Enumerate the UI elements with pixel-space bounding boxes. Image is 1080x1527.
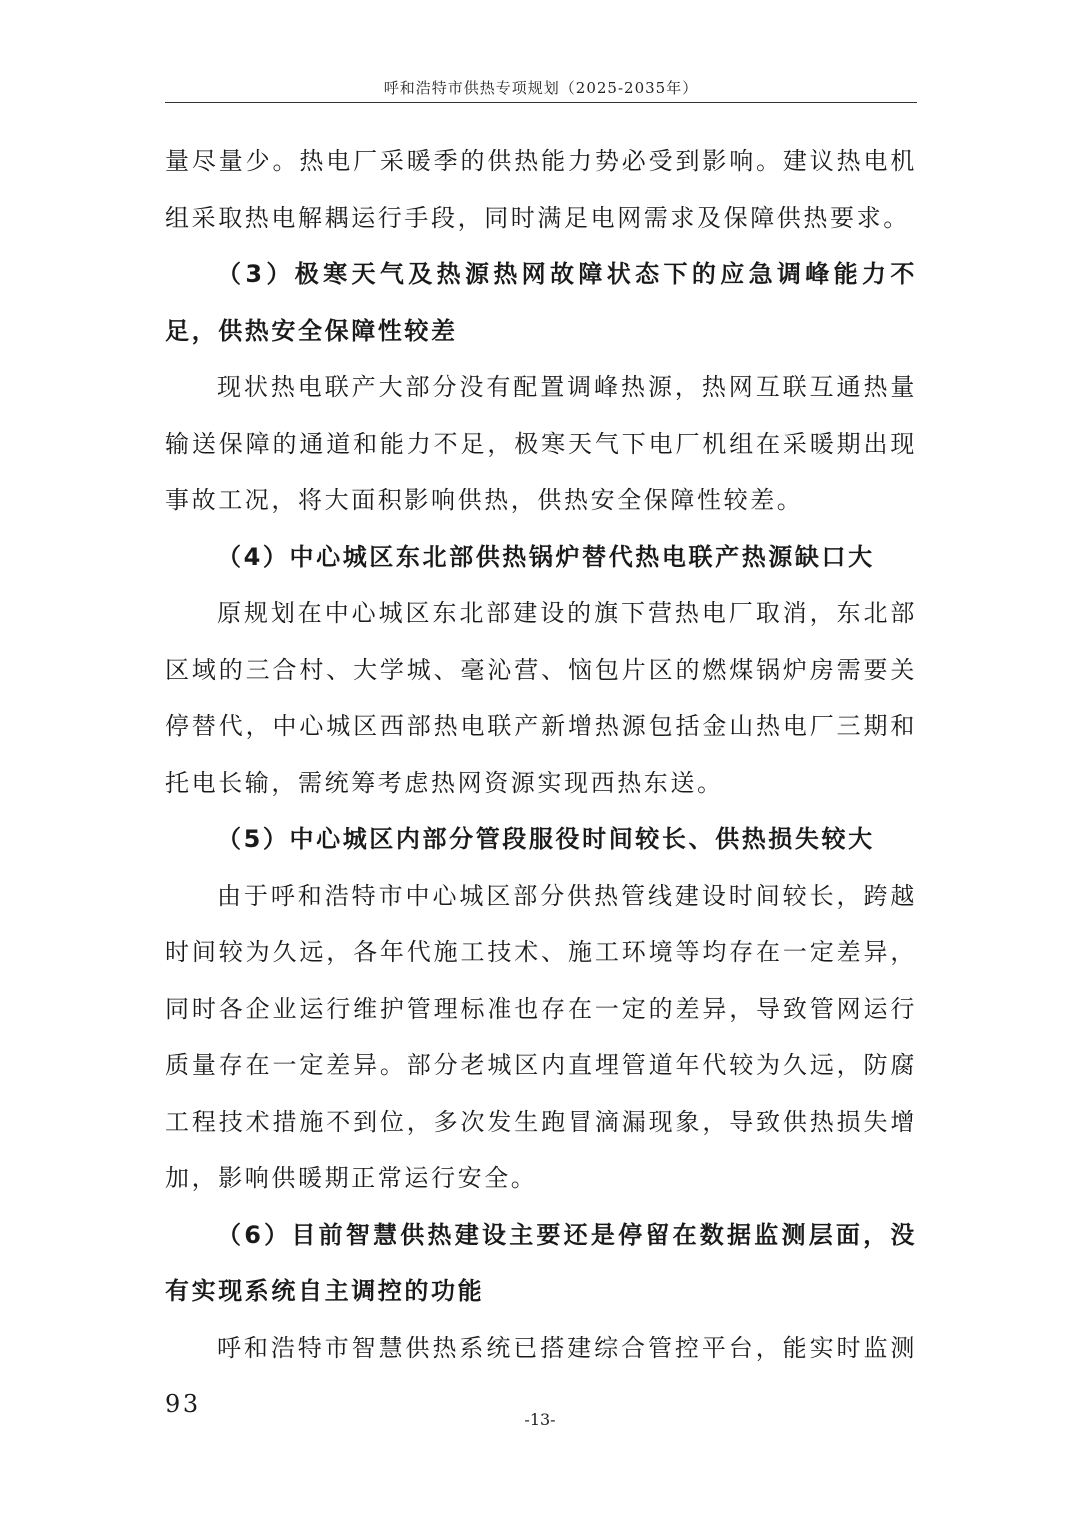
page-number: -13- (524, 1410, 556, 1429)
header-rule (165, 102, 917, 103)
paragraph-3: 现状热电联产大部分没有配置调峰热源，热网互联互通热量输送保障的通道和能力不足，极寒天气下电厂机组在采暖期出现事故工况，将大面积影响供热，供热安全保障性较差。 (165, 373, 917, 514)
section-heading-6: （6）目前智慧供热建设主要还是停留在数据监测层面，没有实现系统自主调控的功能 (165, 1220, 917, 1305)
page-header: 呼和浩特市供热专项规划（2025-2035年） (383, 79, 699, 97)
paragraph-6: 呼和浩特市智慧供热系统已搭建综合管控平台，能实时监测93 (165, 1333, 917, 1418)
paragraph-4: 原规划在中心城区东北部建设的旗下营热电厂取消，东北部区域的三合村、大学城、毫沁营、恼包片区的燃煤锅炉房需要关停替代，中心城区西部热电联产新增热源包括金山热电厂三期和托电长输，需统筹考虑热网资源实现西热东送。 (165, 599, 917, 797)
section-heading-4: （4）中心城区东北部供热锅炉替代热电联产热源缺口大 (217, 542, 875, 571)
document-body (165, 133, 917, 1433)
paragraph-continued: 量尽量少。热电厂采暖季的供热能力势必受到影响。建议热电机组采取热电解耦运行手段，同时满足电网需求及保障供热要求。 (165, 147, 917, 232)
section-heading-5: （5）中心城区内部分管段服役时间较长、供热损失较大 (217, 825, 875, 853)
paragraph-5: 由于呼和浩特市中心城区部分供热管线建设时间较长，跨越时间较为久远，各年代施工技术、施工环境等均存在一定差异，同时各企业运行维护管理标准也存在一定的差异，导致管网运行质量存在一定差异。部分老城区内直埋管道年代较为久远，防腐工程技术措施不到位，多次发生跑冒滴漏现象，导致供热损失增加，影响供暖期正常运行安全。 (165, 881, 917, 1192)
section-heading-3: （3）极寒天气及热源热网故障状态下的应急调峰能力不足，供热安全保障性较差 (165, 260, 917, 345)
